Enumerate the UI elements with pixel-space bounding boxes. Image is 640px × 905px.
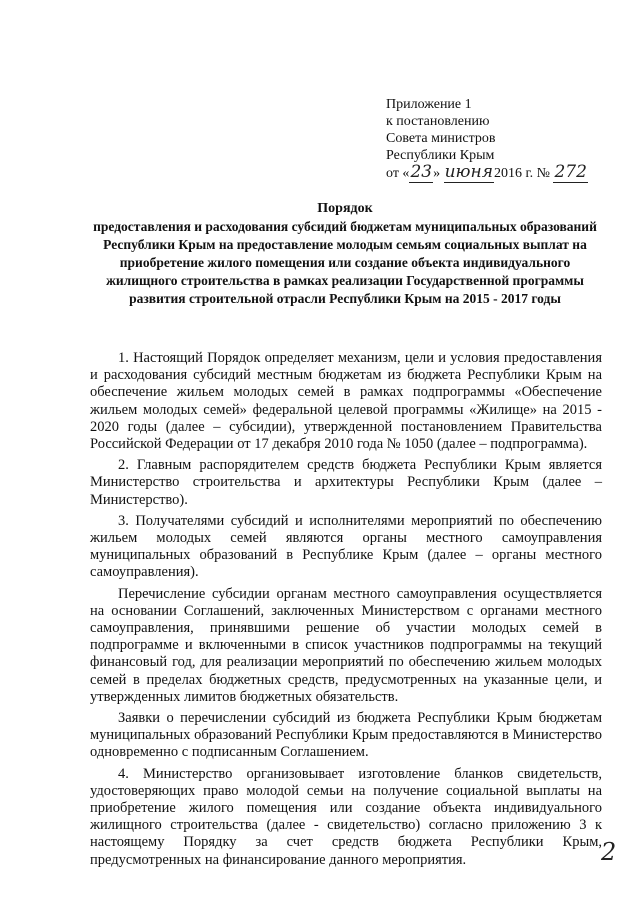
date-day-handwritten: 23: [410, 162, 433, 182]
paragraph: Заявки о перечислении субсидий из бюджета Республики Крым бюджетам муниципальных образований Республики Крым предоставляются в Министерство одновременно с подписанным Соглашением.: [90, 710, 602, 761]
paragraph: 4. Министерство организовывает изготовление бланков свидетельств, удостоверяющих право молодой семьи на получение социальной выплаты на приобретение жилого помещения или создание объекта индивидуального жилищного строительства (далее - свидетельство) согласно приложению 3 к настоящему Порядку за счет средств бюджета Республики Крым, предусмотренных на финансирование данного мероприятия.: [90, 765, 602, 868]
date-prefix: от «: [386, 166, 410, 181]
document-subtitle: предоставления и расходования субсидий бюджетам муниципальных образований Республики Крым на предоставление молодым семьям социальных выплат на приобретение жилого помещения или создание объекта индивидуального жилищного строительства в рамках реализации Государственной программы развития строительной отрасли Республики Крым на 2015 - 2017 годы: [93, 219, 597, 306]
document-title: Порядок: [317, 201, 373, 216]
appendix-block: [386, 96, 616, 182]
number-prefix: №: [536, 166, 550, 181]
date-close: »: [433, 166, 441, 181]
document-body: [90, 350, 602, 873]
number-handwritten: 272: [554, 162, 587, 182]
date-year: 2016 г.: [493, 166, 534, 181]
appendix-line-3: Совета министров: [386, 131, 496, 146]
appendix-line-1: Приложение 1: [386, 97, 472, 112]
paragraph: 3. Получателями субсидий и исполнителями мероприятий по обеспечению жильем молодых семей являются органы местного самоуправления муниципальных образований в Республике Крым (далее – органы местного самоуправления).: [90, 512, 602, 581]
appendix-date-line: [386, 164, 616, 182]
paragraph: 1. Настоящий Порядок определяет механизм, цели и условия предоставления и расходования субсидий местным бюджетам из бюджета Республики Крым на обеспечение жильем молодых семей в рамках подпрограммы «Обеспечение жильем молодых семей» федеральной целевой программы «Жилище» на 2015 - 2020 годы (далее – субсидии), утвержденной постановлением Правительства Российской Федерации от 17 декабря 2010 года № 1050 (далее – подпрограмма).: [90, 350, 602, 453]
date-month-handwritten: июня: [444, 162, 493, 182]
paragraph: 2. Главным распорядителем средств бюджета Республики Крым является Министерство строительства и архитектуры Республики Крым (далее – Министерство).: [90, 457, 602, 508]
appendix-line-4: Республики Крым: [386, 148, 495, 163]
appendix-line-2: к постановлению: [386, 114, 490, 129]
page-number-handwritten: 2: [601, 838, 617, 866]
paragraph: Перечисление субсидии органам местного самоуправления осуществляется на основании Соглашений, заключенных Министерством с органами местного самоуправления, принявшими решение об участии молодых семей в подпрограмме и включенными в список участников подпрограммы на текущий финансовый год, для реализации мероприятий по обеспечению жильем молодых семей в пределах бюджетных средств, предусмотренных на указанные цели, и утвержденных лимитов бюджетных обязательств.: [90, 585, 602, 705]
